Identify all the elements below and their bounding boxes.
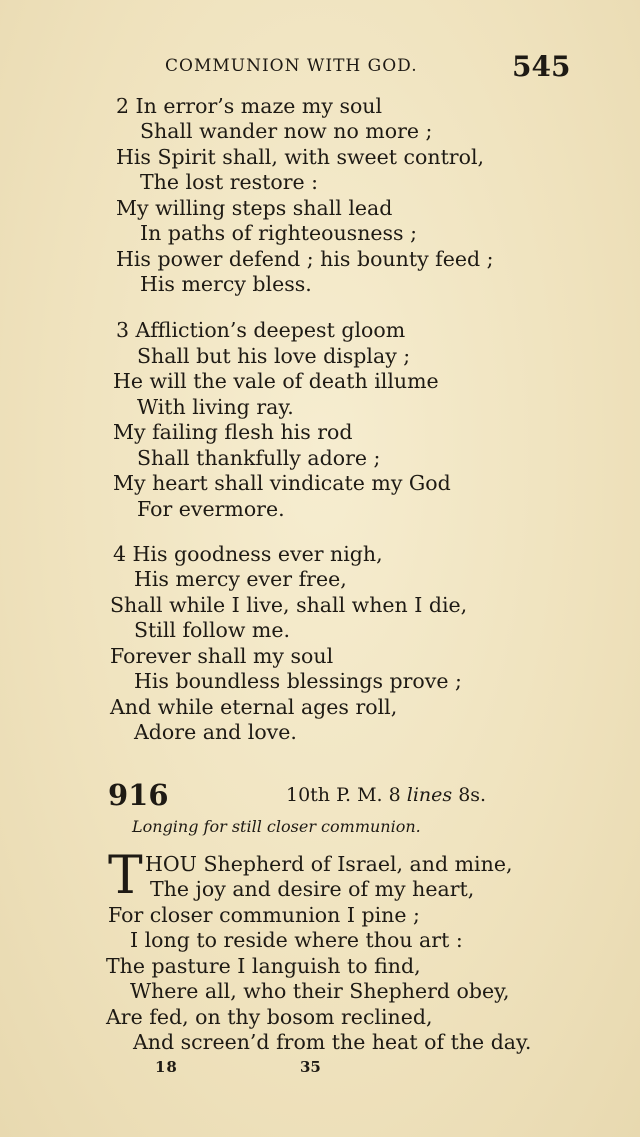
verse-line: For evermore. <box>137 497 285 521</box>
verse-line: Forever shall my soul <box>110 644 334 668</box>
hymn-title: Longing for still closer communion. <box>132 817 421 836</box>
verse-line: Where all, who their Shepherd obey, <box>130 979 510 1003</box>
verse-line: Are fed, on thy bosom reclined, <box>106 1005 433 1029</box>
verse-line: HOU Shepherd of Israel, and mine, <box>145 852 513 876</box>
verse-line: 4 His goodness ever nigh, <box>113 542 383 566</box>
verse-line: Shall while I live, shall when I die, <box>110 593 468 617</box>
verse-line: His power defend ; his bounty feed ; <box>116 247 494 271</box>
verse-line: His Spirit shall, with sweet control, <box>116 145 485 169</box>
verse-line: My heart shall vindicate my God <box>113 471 451 495</box>
verse-line: Adore and love. <box>134 720 297 744</box>
verse-line: And while eternal ages roll, <box>110 695 398 719</box>
signature-mark-2: 35 <box>300 1058 321 1076</box>
verse-line: My failing flesh his rod <box>113 420 353 444</box>
running-head: COMMUNION WITH GOD. <box>165 56 418 76</box>
verse-line: Shall thankfully adore ; <box>137 446 381 470</box>
verse-line: My willing steps shall lead <box>116 196 393 220</box>
verse-line: Still follow me. <box>134 618 291 642</box>
hymn-header <box>108 778 528 812</box>
meter-italic: lines <box>406 784 453 806</box>
hymn-meter <box>286 784 486 806</box>
verse-line: The lost restore : <box>140 170 319 194</box>
verse-line: The joy and desire of my heart, <box>150 877 475 901</box>
verse-line: 2 In error’s maze my soul <box>116 94 383 118</box>
verse-line: He will the vale of death illume <box>113 369 439 393</box>
meter-text-end: 8s. <box>452 784 487 806</box>
page-number: 545 <box>512 50 571 83</box>
verse-line: For closer communion I pine ; <box>108 903 420 927</box>
signature-mark: 18 <box>155 1058 178 1076</box>
verse-line: I long to reside where thou art : <box>130 928 463 952</box>
verse-line: The pasture I languish to find, <box>106 954 421 978</box>
verse-line: His boundless blessings prove ; <box>134 669 462 693</box>
verse-line: With living ray. <box>137 395 294 419</box>
meter-text: 10th P. M. 8 <box>286 784 407 806</box>
verse-line: Shall wander now no more ; <box>140 119 433 143</box>
verse-line: In paths of righteousness ; <box>140 221 418 245</box>
verse-line: Shall but his love display ; <box>137 344 411 368</box>
hymn-number: 916 <box>108 778 169 812</box>
verse-line: His mercy ever free, <box>134 567 347 591</box>
verse-line: 3 Affliction’s deepest gloom <box>116 318 406 342</box>
verse-line: His mercy bless. <box>140 272 312 296</box>
drop-cap: T <box>108 846 143 906</box>
verse-line: And screen’d from the heat of the day. <box>133 1030 532 1054</box>
